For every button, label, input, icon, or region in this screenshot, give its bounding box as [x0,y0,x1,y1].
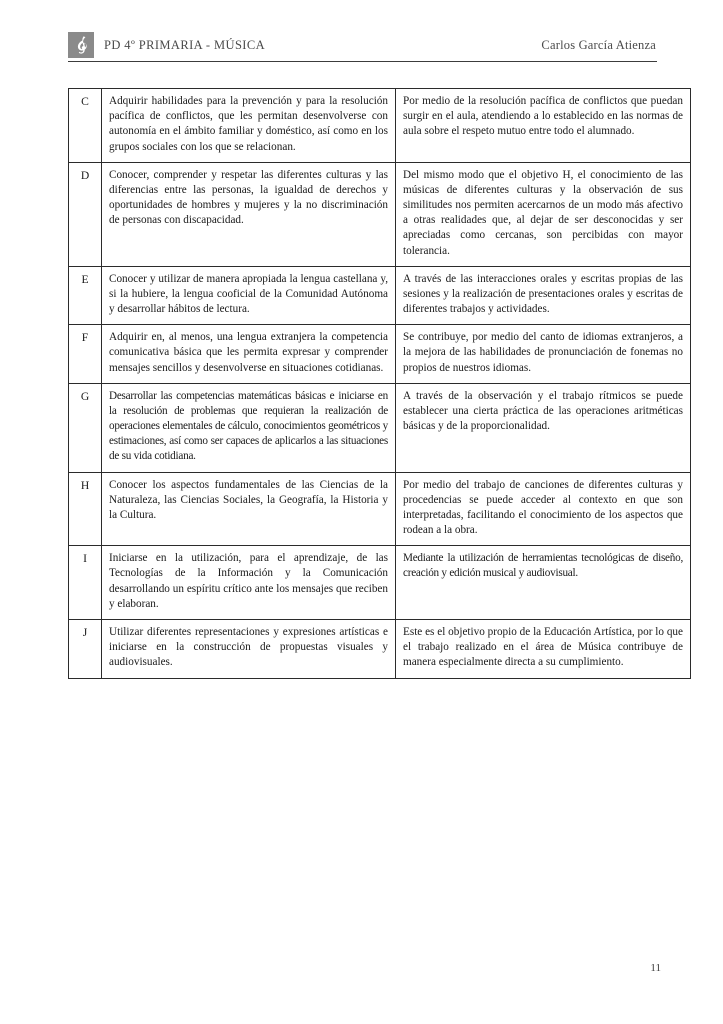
row-contribution: Por medio de la resolución pacífica de conflictos que puedan surgir en el aula, atendiendo a lo establecido en las normas de aula sobre el respeto mutuo entre todo el alumnado. [396,89,691,163]
objectives-table-body [69,89,691,679]
table-row [69,162,691,266]
row-objective: Iniciarse en la utilización, para el aprendizaje, de las Tecnologías de la Información y la Comunicación desarrollando un espíritu crítico ante los mensajes que reciben y elaboran. [102,546,396,620]
row-key: H [69,472,102,546]
row-contribution: Del mismo modo que el objetivo H, el conocimiento de las músicas de diferentes culturas y la observación de sus similitudes nos permiten acercarnos de un modo más afectivo a otras realidades que, al dejar de ser desconocidas y ser apreciadas como cercanas, son percibidas con mayor tolerancia. [396,162,691,266]
row-objective: Conocer, comprender y respetar las diferentes culturas y las diferencias entre las personas, la igualdad de derechos y oportunidades de hombres y mujeres y la no discriminación de personas con discapacidad. [102,162,396,266]
row-key: D [69,162,102,266]
row-contribution: A través de las interacciones orales y escritas propias de las sesiones y la realización de presentaciones orales y escritas de diferentes trabajos y actividades. [396,266,691,325]
row-objective: Conocer los aspectos fundamentales de las Ciencias de la Naturaleza, las Ciencias Sociales, la Geografía, la Historia y la Cultura. [102,472,396,546]
page-header [68,28,657,62]
row-objective: Conocer y utilizar de manera apropiada la lengua castellana y, si la hubiere, la lengua cooficial de la Comunidad Autónoma y desarrollar hábitos de lectura. [102,266,396,325]
row-objective: Adquirir en, al menos, una lengua extranjera la competencia comunicativa básica que les permita expresar y comprender mensajes sencillos y desenvolverse en situaciones cotidianas. [102,325,396,384]
table-row [69,619,691,678]
row-objective: Adquirir habilidades para la prevención y para la resolución pacífica de conflictos, que les permitan desenvolverse con autonomía en el ámbito familiar y doméstico, así como en los grupos sociales con los que se relacionan. [102,89,396,163]
page-number: 11 [650,962,661,974]
treble-clef-logo-icon [68,32,94,58]
table-row [69,325,691,384]
row-key: C [69,89,102,163]
row-contribution: Por medio del trabajo de canciones de diferentes culturas y procedencias se puede acceder al contexto en que son interpretadas, facilitando el conocimiento de los aspectos que rodean a la obra. [396,472,691,546]
row-key: I [69,546,102,620]
row-key: J [69,619,102,678]
table-row [69,472,691,546]
row-key: G [69,383,102,472]
row-contribution: Mediante la utilización de herramientas tecnológicas de diseño, creación y edición musical y audiovisual. [396,546,691,620]
row-objective: Desarrollar las competencias matemáticas básicas e iniciarse en la resolución de problemas que requieran la realización de operaciones elementales de cálculo, conocimientos geométricos y estimaciones, así como ser capaces de aplicarlos a las situaciones de su vida cotidiana. [102,383,396,472]
header-author-name: Carlos García Atienza [541,37,656,52]
row-contribution: Se contribuye, por medio del canto de idiomas extranjeros, a la mejora de las habilidades de pronunciación de fonemas no propios de nuestros idiomas. [396,325,691,384]
row-contribution: A través de la observación y el trabajo rítmicos se puede establecer una cierta práctica de las operaciones aritméticas básicas y de la proporcionalidad. [396,383,691,472]
header-divider-rule [68,61,657,62]
table-row [69,266,691,325]
table-row [69,89,691,163]
row-objective: Utilizar diferentes representaciones y expresiones artísticas e iniciarse en la construcción de propuestas visuales y audiovisuales. [102,619,396,678]
header-document-title: PD 4º PRIMARIA - MÚSICA [104,37,266,52]
row-contribution: Este es el objetivo propio de la Educación Artística, por lo que el trabajo realizado en el área de Música contribuye de manera especialmente directa a su cumplimiento. [396,619,691,678]
objectives-table [68,88,691,679]
table-row [69,546,691,620]
row-key: E [69,266,102,325]
table-row [69,383,691,472]
row-key: F [69,325,102,384]
